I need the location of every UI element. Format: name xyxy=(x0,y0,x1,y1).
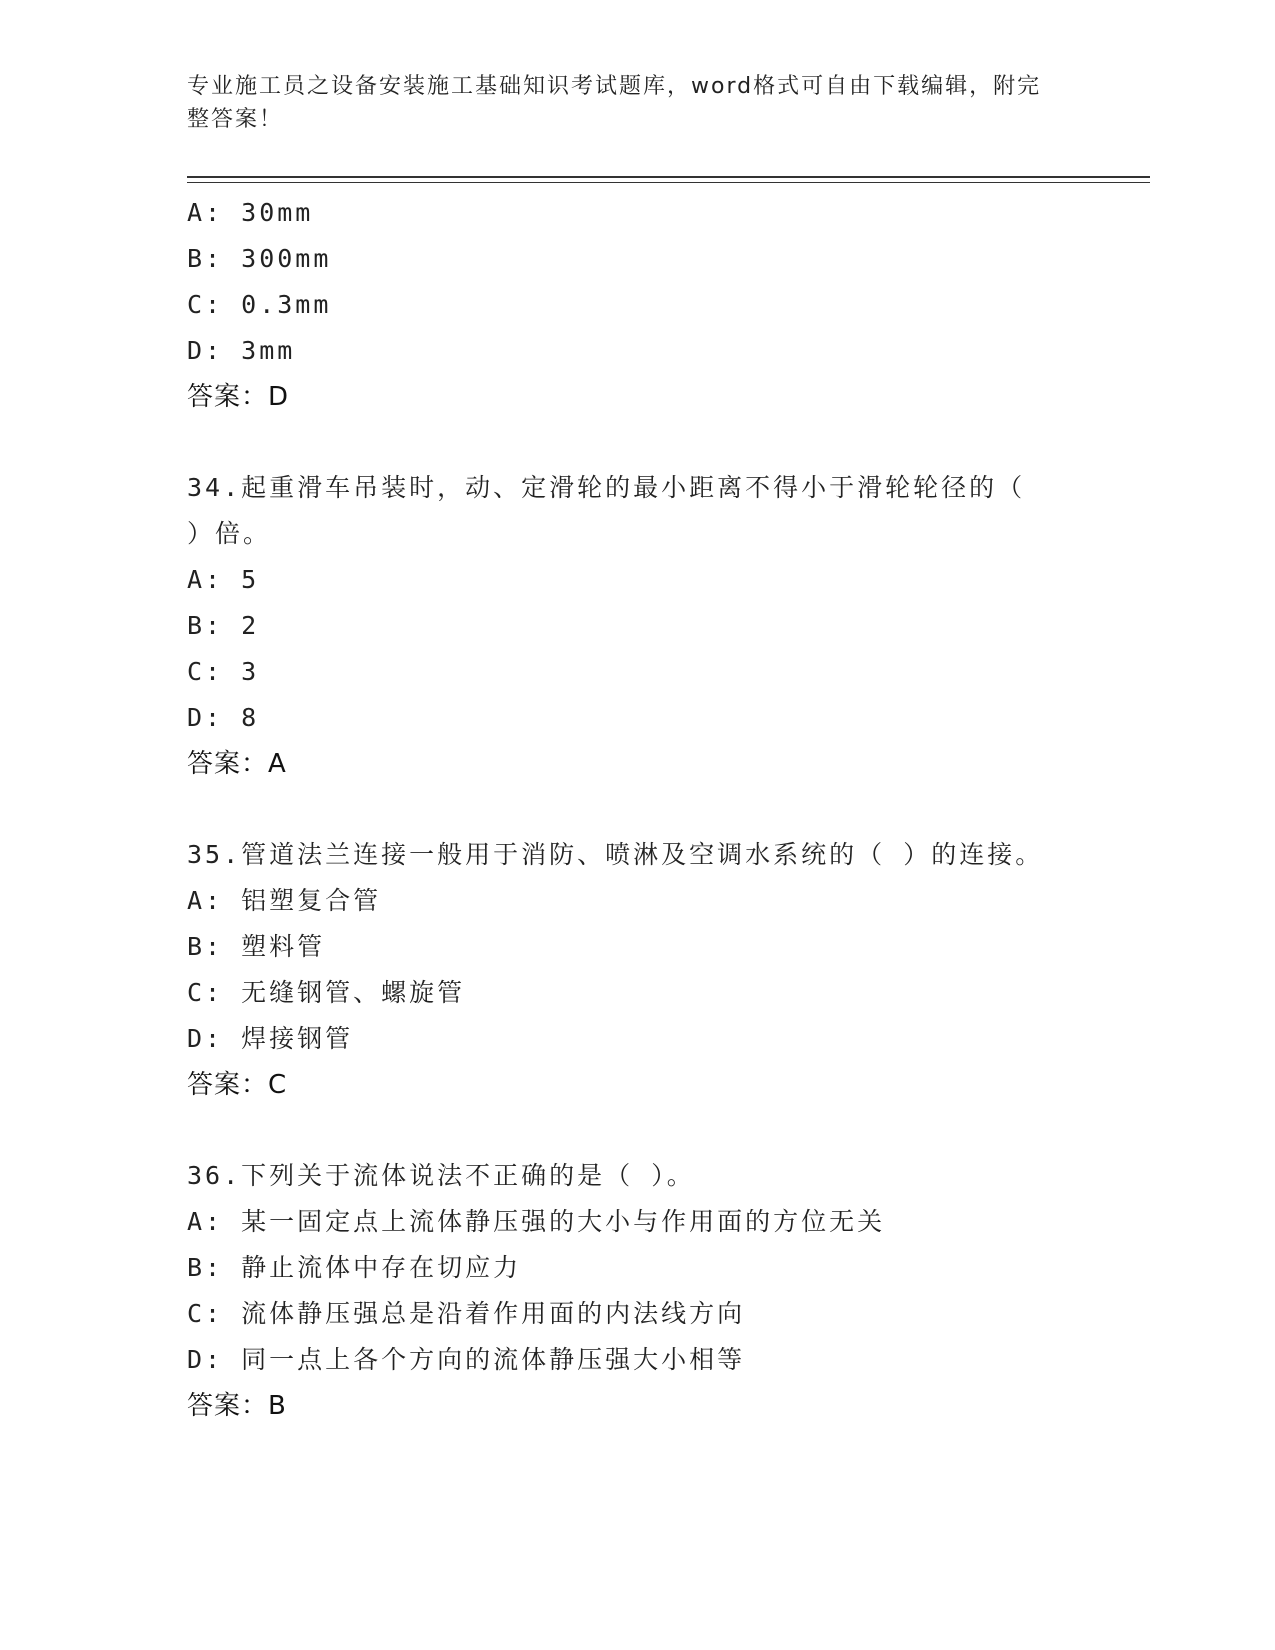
option-d: D: 3mm xyxy=(187,336,296,365)
question-stem: 36.下列关于流体说法不正确的是（ ）。 xyxy=(187,1161,695,1190)
option-c: C: 无缝钢管、螺旋管 xyxy=(187,978,466,1007)
option-a: A: 5 xyxy=(187,565,260,594)
option-a: A: 30mm xyxy=(187,198,314,227)
question-block-33 xyxy=(187,190,1087,420)
option-a: A: 某一固定点上流体静压强的大小与作用面的方位无关 xyxy=(187,1207,886,1236)
option-c: C: 流体静压强总是沿着作用面的内法线方向 xyxy=(187,1299,746,1328)
question-stem: 35.管道法兰连接一般用于消防、喷淋及空调水系统的（ ）的连接。 xyxy=(187,840,1044,869)
option-c: C: 3 xyxy=(187,657,260,686)
option-b: B: 300mm xyxy=(187,244,332,273)
answer: 答案：D xyxy=(187,382,290,412)
document-body xyxy=(187,190,1087,1429)
option-b: B: 2 xyxy=(187,611,260,640)
option-b: B: 塑料管 xyxy=(187,932,326,961)
header-line-1: 专业施工员之设备安装施工基础知识考试题库，word格式可自由下载编辑，附完 xyxy=(187,74,1042,99)
header-line-2: 整答案！ xyxy=(187,107,284,132)
answer: 答案：B xyxy=(187,1391,287,1421)
option-b: B: 静止流体中存在切应力 xyxy=(187,1253,522,1282)
question-stem-continued: ）倍。 xyxy=(187,519,272,548)
option-d: D: 焊接钢管 xyxy=(187,1024,354,1053)
option-d: D: 8 xyxy=(187,703,260,732)
header-rule-thick xyxy=(187,176,1150,178)
option-a: A: 铝塑复合管 xyxy=(187,886,382,915)
option-d: D: 同一点上各个方向的流体静压强大小相等 xyxy=(187,1345,746,1374)
question-block-36 xyxy=(187,1153,1087,1429)
option-c: C: 0.3mm xyxy=(187,290,332,319)
header-rule-thin xyxy=(187,182,1150,183)
answer: 答案：A xyxy=(187,749,287,779)
question-block-34 xyxy=(187,465,1087,787)
answer: 答案：C xyxy=(187,1070,288,1100)
page-header xyxy=(187,70,1067,136)
question-stem: 34.起重滑车吊装时，动、定滑轮的最小距离不得小于滑轮轮径的（ xyxy=(187,473,1026,502)
question-block-35 xyxy=(187,832,1087,1108)
